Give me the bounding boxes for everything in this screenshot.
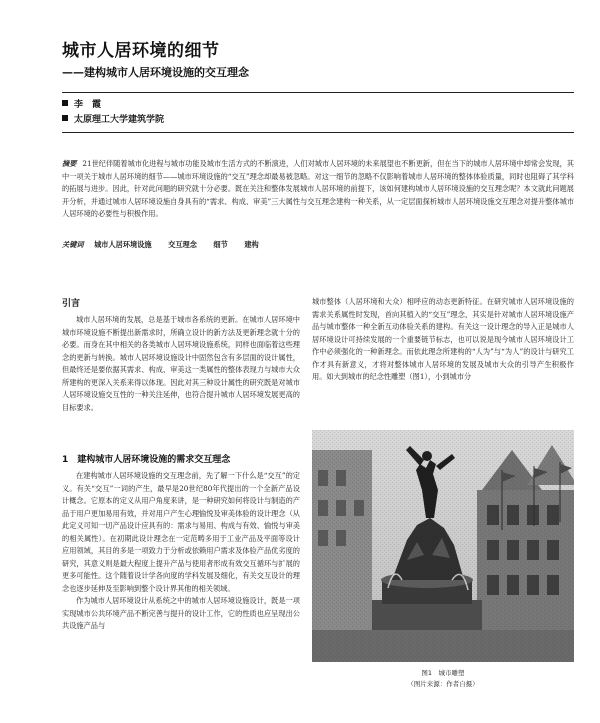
section1-paragraph: 在建构城市人居环境设施的交互理念前，先了解一下什么是“交互”的定义。有关“交互”一词的产生，最早是20世纪80年代提出的一个全新产品设计概念。它原本的定义从用户角度来讲，是一种研究如何将设计与制造的产品于用户更加易用有效，并对用户产生心理愉悦及审美体验的设计理念（从此定义可知一切产品设计应具有的：需求与易用、构成与有效、愉悦与审美的相关属性）。在初期此设计理念在一定范畴多用于工业产品及平面等设计应用领域，其目的多是一项致力于分析或依赖用户需求及体验产品优劣度的研究，其意义则是最大程度上提升产品与使用者形成有效交互循环与扩展的更多可能性。这个随着设计学各向度的学科发展及细化，有关交互设计的理念也逐步延伸及至影响到整个设计界其他的相关领域。	[62, 471, 300, 593]
author-name: 李 霞	[62, 98, 164, 113]
abstract-text: 21世纪伴随着城市化进程与城市功能及城市生活方式的不断演进，人们对城市人居环境的未来展望也不断更新，但在当下的城市人居环境中却常会发现，其中一项关于城市人居环境的细节——城市环境设施的“交互”理念却最易被忽略。对这一细节的忽略不仅影响着城市人居环境的整体体验质量，同时也阻碍了其学科的拓展与进步。因此，针对此问题的研究就十分必要。既在关注和整体发展城市人居环境的前提下，该如何建构城市人居环境设施的交互理念呢？本文就此问题展开分析，并通过城市人居环境设施自身具有的“需求、构成、审美”三大属性与交互理念建构一种关系，从一定层面探析城市人居环境设施交互理念对提升整体城市人居环境的必要性与积极作用。	[62, 159, 574, 219]
keyword: 细节	[213, 240, 228, 249]
intro-paragraph: 城市人居环境的发展，总是基于城市各系统的更新。在城市人居环境中城市环境设施不断提出新需求时，所确立设计的新方法及更新理念就十分的必要。而身在其中相关的各类城市人居环境设施系统，同样也面临着这些理念的更新与转换。城市人居环境设施设计中固然包含有多层面的设计属性，但最终还是要依据其需求、构成、审美这一类属性的整体表现力与城市大众所建构的更深入关系来得以体现。因此对其三种设计属性的研究既是对城市人居环境设施交互性的一种关注延伸，也符合提升城市人居环境发展更高的目标要求。	[62, 315, 300, 412]
section1-heading: 1 建构城市人居环境设施的需求交互理念	[62, 455, 231, 465]
figure-caption	[312, 668, 574, 690]
sculpture-photo-image	[312, 430, 574, 662]
keyword: 交互理念	[168, 240, 197, 249]
keywords	[62, 240, 574, 250]
figure-caption-title: 图1 城市雕塑	[421, 669, 465, 677]
bullet-square-icon	[62, 100, 68, 106]
header-rule-top	[62, 92, 574, 93]
figure-caption-source: （图片来源：作者自摄）	[407, 680, 479, 688]
intro-heading: 引言	[62, 299, 81, 309]
abstract-label: 摘要	[62, 159, 77, 168]
bullet-square-icon	[62, 115, 68, 121]
right-column-body	[312, 296, 574, 384]
author-block	[62, 98, 164, 128]
author-affiliation: 太原理工大学建筑学院	[62, 113, 164, 128]
article-subtitle: ——建构城市人居环境设施的交互理念	[62, 66, 249, 79]
keyword: 城市人居环境设施	[94, 240, 152, 249]
keywords-label: 关键词	[62, 240, 84, 249]
abstract	[62, 158, 574, 221]
intro-body	[62, 314, 300, 414]
figure-photo	[312, 430, 574, 662]
section1-paragraph: 作为城市人居环境设计从系统之中的城市人居环境设施设计，既是一项实现城市公共环境产品不断完善与提升的设计工作，它的性质也应呈现出公共设施产品与	[62, 596, 300, 630]
section1-body	[62, 470, 300, 633]
right-column-paragraph: 城市整体（人居环境和大众）相呼应的动态更新特征。在研究城市人居环境设施的需求关系属性时发现，首向其植入的“交互”理念，其实是针对城市人居环境设施产品与城市整体一种全新互动体验关系的建构。有关这一设计理念的导入正是城市人居环境设计可持续发展的一个重要链节标志，也可以说是现今城市人居环境设计工作中必须强化的一种新理念。而依此理念所建构的“人为”与“为人”的设计与研究工作才具有新意义，才将对整体城市人居环境的发展及城市大众的引导产生积极作用。如大到城市的纪念性雕塑（图1），小到城市分	[312, 297, 574, 381]
header-rule-bottom	[62, 132, 574, 133]
keyword: 建构	[244, 240, 259, 249]
article-title: 城市人居环境的细节	[62, 41, 220, 61]
